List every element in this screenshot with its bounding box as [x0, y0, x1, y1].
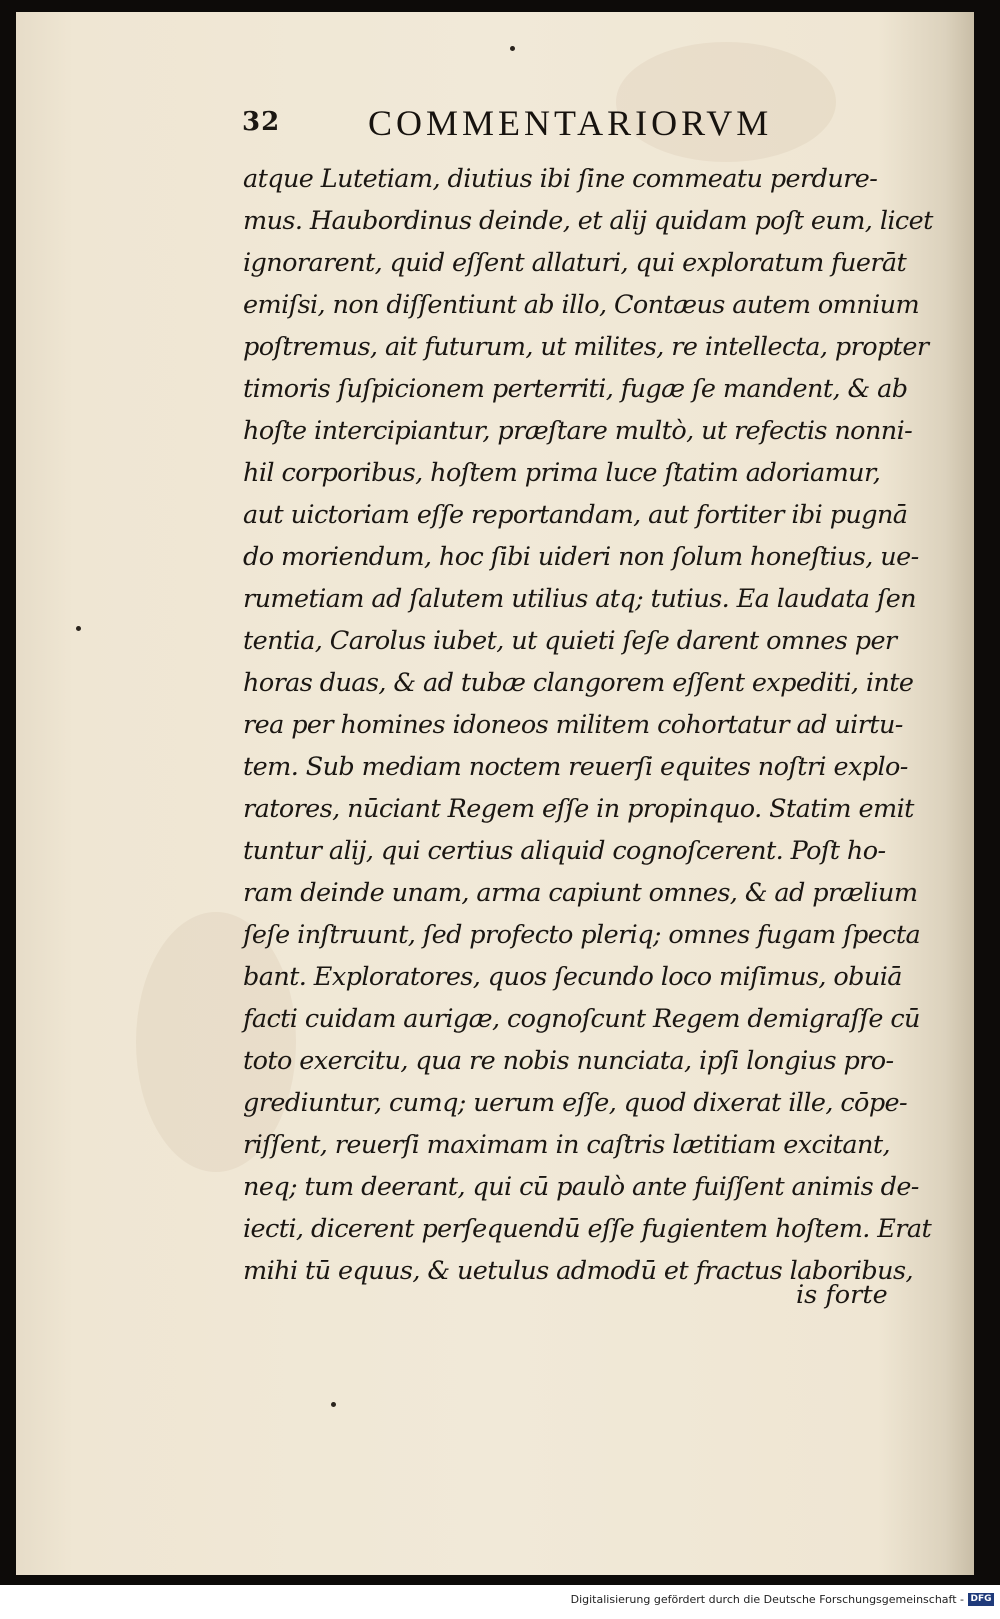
body-text — [243, 158, 933, 1292]
text-line: do moriendum, hoc ſibi uideri non ſolum honeſtius, ue- — [243, 542, 919, 572]
text-line: grediuntur, cumq; uerum eſſe, quod dixerat ille, cōpe- — [243, 1088, 908, 1118]
text-line: emiſsi, non diſſentiunt ab illo, Contæus autem omnium — [243, 290, 920, 320]
text-line: iecti, dicerent perſequendū eſſe fugientem hoſtem. Erat — [243, 1214, 932, 1244]
text-line: tentia, Carolus iubet, ut quieti ſeſe darent omnes per — [243, 626, 897, 656]
text-line: mus. Haubordinus deinde, et alij quidam poſt eum, licet — [243, 206, 933, 236]
text-line: riſſent, reuerſi maximam in caſtris lætitiam excitant, — [243, 1130, 891, 1160]
text-line: toto exercitu, qua re nobis nunciata, ipſi longius pro- — [243, 1046, 894, 1076]
funding-credit: Digitalisierung gefördert durch die Deutsche Forschungsgemeinschaft - — [570, 1593, 964, 1606]
text-line: neq; tum deerant, qui cū paulò ante fuiſſent animis de- — [243, 1172, 919, 1202]
text-line: rumetiam ad ſalutem utilius atq; tutius. Ea laudata ſen — [243, 584, 917, 614]
text-line: atque Lutetiam, diutius ibi ſine commeatu perdure- — [243, 164, 878, 194]
text-line: poſtremus, ait futurum, ut milites, re intellecta, propter — [243, 332, 929, 362]
text-line: ratores, nūciant Regem eſſe in propinquo. Statim emit — [243, 794, 914, 824]
page-number: 32 — [242, 107, 281, 137]
text-line: bant. Exploratores, quos ſecundo loco miſimus, obuiā — [243, 962, 902, 992]
footer-bar — [0, 1585, 1000, 1619]
catchword: is forte — [796, 1280, 888, 1310]
text-line: hil corporibus, hoſtem prima luce ſtatim adoriamur, — [243, 458, 881, 488]
text-line: facti cuidam aurigæ, cognoſcunt Regem demigraſſe cū — [243, 1004, 920, 1034]
running-head: COMMENTARIORVM — [368, 103, 773, 143]
text-line: ignorarent, quid eſſent allaturi, qui exploratum fuerāt — [243, 248, 907, 278]
text-line: hoſte intercipiantur, præſtare multò, ut refectis nonni- — [243, 416, 913, 446]
text-line: ram deinde unam, arma capiunt omnes, & ad prælium — [243, 878, 918, 908]
text-line: mihi tū equus, & uetulus admodū et fractus laboribus, — [243, 1256, 913, 1286]
text-line: tem. Sub mediam noctem reuerſi equites noſtri explo- — [243, 752, 908, 782]
dfg-logo: DFG — [968, 1593, 994, 1606]
text-line: horas duas, & ad tubæ clangorem eſſent expediti, inte — [243, 668, 914, 698]
text-line: timoris ſuſpicionem perterriti, fugæ ſe mandent, & ab — [243, 374, 908, 404]
margin-mark — [331, 1402, 336, 1407]
margin-mark — [76, 626, 81, 631]
text-line: rea per homines idoneos militem cohortatur ad uirtu- — [243, 710, 903, 740]
text-line: aut uictoriam eſſe reportandam, aut fortiter ibi pugnā — [243, 500, 908, 530]
margin-mark — [510, 46, 515, 51]
book-page — [16, 12, 974, 1575]
text-line: tuntur alij, qui certius aliquid cognoſcerent. Poſt ho- — [243, 836, 886, 866]
text-line: ſeſe inſtruunt, ſed profecto pleriq; omnes fugam ſpecta — [243, 920, 921, 950]
